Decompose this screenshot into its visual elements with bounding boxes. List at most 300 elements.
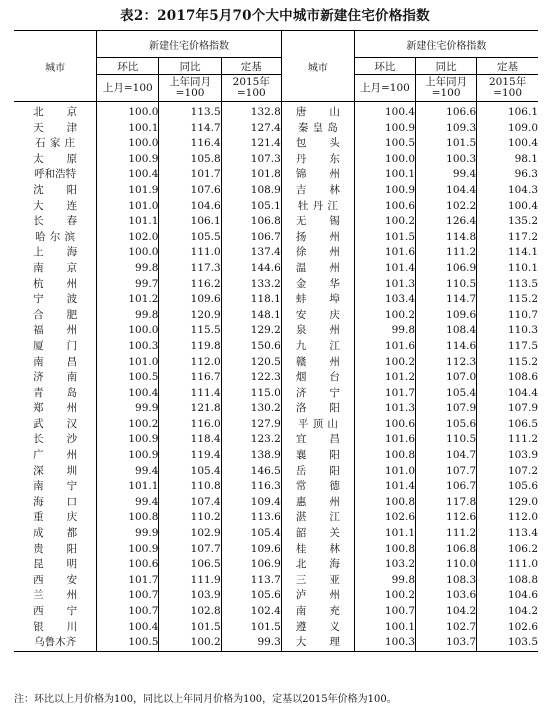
city-cell-left [14,183,97,199]
fixed-cell-right: 135.2 [507,215,538,228]
fixed-cell-left: 106.8 [221,214,281,230]
mom-cell-left: 100.1 [97,121,159,137]
city-name: 石家庄 [35,137,76,150]
yoy-cell-left: 103.9 [159,588,221,604]
city-cell-left [14,199,97,215]
fixed-cell-right: 102.6 [507,620,538,633]
fixed-cell-left: 106.7 [221,230,281,246]
mom-cell-right: 101.4 [354,261,415,277]
mom-cell-right: 100.4 [354,102,415,121]
yoy-cell-right: 107.7 [416,464,477,480]
mom-cell-left: 100.4 [97,386,159,402]
yoy-cell-right: 106.7 [416,479,477,495]
fixed-cell-left: 101.8 [221,167,281,183]
city-cell-right [281,199,354,215]
city-cell-left [14,386,97,402]
city-cell-left [14,102,97,121]
city-name: 宜昌 [295,433,340,446]
yoy-cell-left: 118.4 [159,432,221,448]
fixed-cell-left: 109.6 [221,542,281,558]
yoy-cell-left: 119.8 [159,339,221,355]
city-cell-left [14,448,97,464]
yoy-cell-left: 116.7 [159,370,221,386]
yoy-cell-right: 110.0 [416,557,477,573]
base-label-mom-right: 上月=100 [354,75,415,102]
fixed-cell-right: 111.2 [507,433,538,446]
city-cell-left [14,526,97,542]
city-name: 杭州 [33,277,78,290]
col-header-fixed-right: 定基 [477,58,538,75]
city-cell-left [14,277,97,293]
mom-cell-left: 100.0 [97,136,159,152]
table-row [14,245,538,261]
city-cell-left [14,479,97,495]
yoy-cell-right: 107.9 [416,401,477,417]
city-name: 大连 [33,199,78,212]
fixed-cell-right: 114.1 [507,246,538,259]
fixed-cell-right: 113.4 [507,527,538,540]
yoy-cell-right: 106.9 [416,261,477,277]
mom-cell-left: 99.8 [97,261,159,277]
fixed-cell-left: 99.3 [221,635,281,651]
city-cell-left [14,635,97,651]
mom-cell-left: 102.0 [97,230,159,246]
fixed-cell-right: 106.1 [507,106,538,118]
city-cell-right [281,308,354,324]
city-name: 广州 [33,449,78,462]
city-name: 襄阳 [295,449,340,462]
yoy-cell-right: 102.7 [416,620,477,636]
yoy-cell-left: 116.2 [159,277,221,293]
yoy-cell-left: 113.5 [159,102,221,121]
table-row [14,370,538,386]
city-cell-left [14,355,97,371]
yoy-cell-left: 105.8 [159,152,221,168]
city-cell-left [14,292,97,308]
yoy-cell-right: 104.7 [416,448,477,464]
mom-cell-right: 101.6 [354,432,415,448]
city-cell-right [281,635,354,651]
city-name: 长沙 [33,433,78,446]
city-name: 大理 [295,636,340,649]
city-cell-right [281,370,354,386]
city-cell-right [281,510,354,526]
table-row [14,557,538,573]
col-header-yoy-left: 同比 [159,58,221,75]
col-header-fixed-left: 定基 [221,58,281,75]
yoy-cell-left: 117.3 [159,261,221,277]
fixed-cell-right: 108.8 [507,573,538,586]
yoy-cell-left: 111.4 [159,386,221,402]
city-cell-right [281,339,354,355]
table-row [14,573,538,589]
city-name: 丹东 [295,152,340,165]
fixed-cell-right: 110.1 [507,261,538,274]
yoy-cell-left: 101.5 [159,620,221,636]
city-cell-right [281,386,354,402]
fixed-cell-left: 148.1 [221,308,281,324]
city-name: 上海 [33,246,78,259]
table-row [14,308,538,324]
city-cell-right [281,417,354,433]
mom-cell-left: 100.4 [97,620,159,636]
mom-cell-right: 100.3 [354,635,415,651]
fixed-cell-right: 100.4 [507,137,538,150]
yoy-cell-left: 121.8 [159,401,221,417]
fixed-cell-left: 106.9 [221,557,281,573]
city-name: 宁波 [33,293,78,306]
mom-cell-left: 100.3 [97,339,159,355]
mom-cell-left: 101.7 [97,573,159,589]
city-cell-left [14,323,97,339]
fixed-cell-left: 133.2 [221,277,281,293]
yoy-cell-right: 100.3 [416,152,477,168]
fixed-cell-right: 129.0 [507,495,538,508]
fixed-cell-left: 121.4 [221,136,281,152]
fixed-cell-right: 115.2 [507,293,538,306]
mom-cell-left: 100.8 [97,510,159,526]
fixed-cell-left: 150.6 [221,339,281,355]
mom-cell-left: 100.5 [97,370,159,386]
table-row [14,183,538,199]
fixed-cell-right: 113.5 [507,277,538,290]
yoy-cell-left: 120.9 [159,308,221,324]
mom-cell-right: 100.6 [354,199,415,215]
mom-cell-left: 99.9 [97,401,159,417]
table-row [14,510,538,526]
mom-cell-right: 101.3 [354,277,415,293]
fixed-cell-right: 98.1 [514,152,538,165]
city-cell-right [281,432,354,448]
fixed-cell-right: 104.2 [507,605,538,617]
table-row [14,136,538,152]
city-name: 福州 [33,324,78,337]
mom-cell-right: 100.8 [354,542,415,558]
table-row [14,230,538,246]
base-label-fixed-left: 2015年=100 [221,75,281,102]
yoy-cell-right: 105.6 [416,417,477,433]
fixed-cell-left: 105.6 [221,588,281,604]
city-name: 温州 [295,261,340,274]
fixed-cell-left: 138.9 [221,448,281,464]
city-header-left: 城市 [14,31,97,102]
fixed-cell-left: 123.2 [221,432,281,448]
fixed-cell-left: 115.0 [221,386,281,402]
mom-cell-right: 100.2 [354,355,415,371]
city-name: 扬州 [295,230,340,243]
fixed-cell-right: 109.0 [507,121,538,134]
mom-cell-left: 100.0 [97,323,159,339]
mom-cell-left: 100.9 [97,448,159,464]
table-row [14,417,538,433]
yoy-cell-left: 102.8 [159,604,221,620]
fixed-cell-right: 107.2 [507,464,538,477]
fixed-cell-left: 108.9 [221,183,281,199]
yoy-cell-right: 108.3 [416,573,477,589]
mom-cell-right: 101.1 [354,526,415,542]
yoy-cell-left: 106.1 [159,214,221,230]
city-cell-right [281,183,354,199]
yoy-cell-right: 106.6 [416,102,477,121]
mom-cell-right: 100.6 [354,417,415,433]
yoy-cell-right: 107.0 [416,370,477,386]
city-cell-left [14,121,97,137]
city-cell-left [14,245,97,261]
fixed-cell-right: 103.9 [507,449,538,462]
city-cell-left [14,370,97,386]
fixed-cell-right: 104.6 [507,589,538,602]
fixed-cell-right: 100.4 [507,199,538,212]
price-index-table [14,30,538,652]
table-row [14,261,538,277]
fixed-cell-right: 112.0 [507,511,538,524]
yoy-cell-left: 102.9 [159,526,221,542]
city-cell-left [14,510,97,526]
fixed-cell-right: 103.5 [477,635,538,651]
city-name: 天津 [33,121,78,134]
yoy-cell-right: 109.6 [416,308,477,324]
fixed-cell-right: 96.3 [514,168,538,181]
yoy-cell-right: 106.8 [416,542,477,558]
mom-cell-right: 99.8 [354,573,415,589]
mom-cell-right: 100.2 [354,214,415,230]
mom-cell-right: 100.2 [354,308,415,324]
city-name: 银川 [33,620,78,633]
city-cell-right [281,152,354,168]
mom-cell-left: 101.9 [97,183,159,199]
yoy-cell-left: 104.6 [159,199,221,215]
city-name: 赣州 [295,355,340,368]
city-cell-right [281,620,354,636]
yoy-cell-right: 108.4 [416,323,477,339]
fixed-cell-left: 109.4 [221,495,281,511]
city-cell-left [14,573,97,589]
city-cell-left [14,230,97,246]
city-header-right: 城市 [281,31,354,102]
yoy-cell-left: 112.0 [159,355,221,371]
fixed-cell-left: 127.4 [221,121,281,137]
city-name: 泉州 [295,324,340,337]
mom-cell-right: 100.1 [354,620,415,636]
yoy-cell-right: 111.2 [416,245,477,261]
mom-cell-right: 100.0 [354,152,415,168]
city-name: 洛阳 [295,402,340,415]
city-cell-right [281,121,354,137]
mom-cell-left: 100.6 [97,557,159,573]
mom-cell-right: 103.4 [354,292,415,308]
city-name: 深圳 [33,464,78,477]
col-header-mom-right: 环比 [354,58,415,75]
yoy-cell-right: 101.5 [416,136,477,152]
city-name: 沈阳 [33,183,78,196]
fixed-cell-left: 113.7 [221,573,281,589]
mom-cell-left: 99.9 [97,526,159,542]
city-cell-right [281,245,354,261]
yoy-cell-right: 114.8 [416,230,477,246]
mom-cell-left: 101.0 [97,355,159,371]
city-name: 昆明 [33,558,78,571]
city-cell-right [281,448,354,464]
city-name: 乌鲁木齐 [34,636,77,649]
city-name: 郑州 [33,402,78,415]
yoy-cell-right: 114.6 [416,339,477,355]
city-cell-right [281,588,354,604]
mom-cell-left: 99.4 [97,464,159,480]
yoy-cell-left: 115.5 [159,323,221,339]
table-row [14,542,538,558]
city-name: 南昌 [33,355,78,368]
city-name: 合肥 [33,308,78,321]
table-row [14,323,538,339]
fixed-cell-left: 105.1 [221,199,281,215]
mom-cell-left: 100.2 [97,417,159,433]
yoy-cell-left: 110.8 [159,479,221,495]
yoy-cell-left: 114.7 [159,121,221,137]
city-cell-right [281,230,354,246]
yoy-cell-left: 105.4 [159,464,221,480]
table-row [14,588,538,604]
group-header-left: 新建住宅价格指数 [97,31,282,58]
yoy-cell-left: 105.5 [159,230,221,246]
city-name: 西安 [33,573,78,586]
mom-cell-left: 100.0 [97,102,159,121]
city-name: 南充 [295,605,340,617]
fixed-cell-left: 113.6 [221,510,281,526]
city-name: 湛江 [295,511,340,524]
yoy-cell-right: 112.6 [416,510,477,526]
city-name: 武汉 [33,417,78,430]
city-name: 徐州 [295,246,340,259]
mom-cell-right: 102.6 [354,510,415,526]
yoy-cell-left: 119.4 [159,448,221,464]
mom-cell-left: 101.2 [97,292,159,308]
base-label-mom-left: 上月=100 [97,75,159,102]
yoy-cell-left: 109.6 [159,292,221,308]
mom-cell-right: 101.7 [354,386,415,402]
mom-cell-left: 99.8 [97,308,159,324]
city-cell-right [281,542,354,558]
yoy-cell-left: 107.6 [159,183,221,199]
city-cell-right [281,214,354,230]
yoy-cell-right: 103.6 [416,588,477,604]
fixed-cell-right: 104.3 [507,183,538,196]
city-name: 海口 [33,495,78,508]
city-cell-right [281,277,354,293]
fixed-cell-left: 132.8 [221,102,281,121]
mom-cell-right: 100.5 [354,136,415,152]
city-cell-right [281,557,354,573]
yoy-cell-left: 101.7 [159,167,221,183]
city-cell-right [281,292,354,308]
fixed-cell-right: 104.4 [507,386,538,399]
fixed-cell-left: 127.9 [221,417,281,433]
fixed-cell-right: 107.9 [507,402,538,415]
table-row [14,339,538,355]
city-cell-left [14,152,97,168]
city-name: 成都 [33,527,78,540]
mom-cell-right: 100.2 [354,588,415,604]
yoy-cell-right: 109.3 [416,121,477,137]
city-cell-right [281,495,354,511]
table-row [14,214,538,230]
fixed-cell-right: 110.3 [507,324,538,337]
city-cell-right [281,261,354,277]
yoy-cell-right: 104.2 [416,604,477,620]
table-row [14,432,538,448]
mom-cell-right: 101.6 [354,339,415,355]
mom-cell-right: 100.7 [354,604,415,620]
mom-cell-left: 100.0 [97,245,159,261]
city-cell-right [281,526,354,542]
table-row [14,526,538,542]
mom-cell-left: 101.0 [97,199,159,215]
city-name: 西宁 [33,605,78,617]
fixed-cell-right: 106.5 [507,417,538,430]
table-row [14,604,538,620]
city-cell-left [14,495,97,511]
mom-cell-left: 99.7 [97,277,159,293]
city-cell-left [14,588,97,604]
table-row [14,620,538,636]
yoy-cell-right: 104.4 [416,183,477,199]
col-header-yoy-right: 同比 [416,58,477,75]
city-name: 哈尔滨 [35,230,76,243]
yoy-cell-right: 114.7 [416,292,477,308]
city-name: 济宁 [295,386,340,399]
city-cell-right [281,464,354,480]
col-header-mom-left: 环比 [97,58,159,75]
city-cell-left [14,401,97,417]
city-cell-right [281,479,354,495]
table-row [14,495,538,511]
yoy-cell-left: 100.2 [159,635,221,651]
fixed-cell-right: 117.5 [507,339,538,352]
city-name: 金华 [295,277,340,290]
yoy-cell-left: 106.5 [159,557,221,573]
table-row [14,355,538,371]
fixed-cell-left: 107.3 [221,152,281,168]
fixed-cell-left: 116.3 [221,479,281,495]
city-name: 泸州 [295,589,340,602]
mom-cell-left: 100.9 [97,152,159,168]
city-name: 常德 [295,480,340,493]
mom-cell-right: 100.8 [354,448,415,464]
city-cell-right [281,604,354,620]
city-name: 吉林 [295,183,340,196]
yoy-cell-left: 107.4 [159,495,221,511]
yoy-cell-right: 105.4 [416,386,477,402]
table-row [14,167,538,183]
yoy-cell-right: 112.3 [416,355,477,371]
table-row [14,386,538,402]
yoy-cell-right: 117.8 [416,495,477,511]
mom-cell-right: 100.8 [354,495,415,511]
fixed-cell-left: 105.4 [221,526,281,542]
yoy-cell-left: 111.0 [159,245,221,261]
city-cell-right [281,323,354,339]
mom-cell-left: 100.7 [97,588,159,604]
mom-cell-left: 101.1 [97,479,159,495]
table-title: 表2：2017年5月70个大中城市新建住宅价格指数 [120,8,430,24]
city-name: 长春 [33,215,78,228]
table-row [14,401,538,417]
mom-cell-right: 101.3 [354,401,415,417]
city-cell-left [14,261,97,277]
city-name: 烟台 [295,371,340,384]
mom-cell-right: 101.4 [354,479,415,495]
table-row [14,102,538,121]
city-cell-left [14,417,97,433]
